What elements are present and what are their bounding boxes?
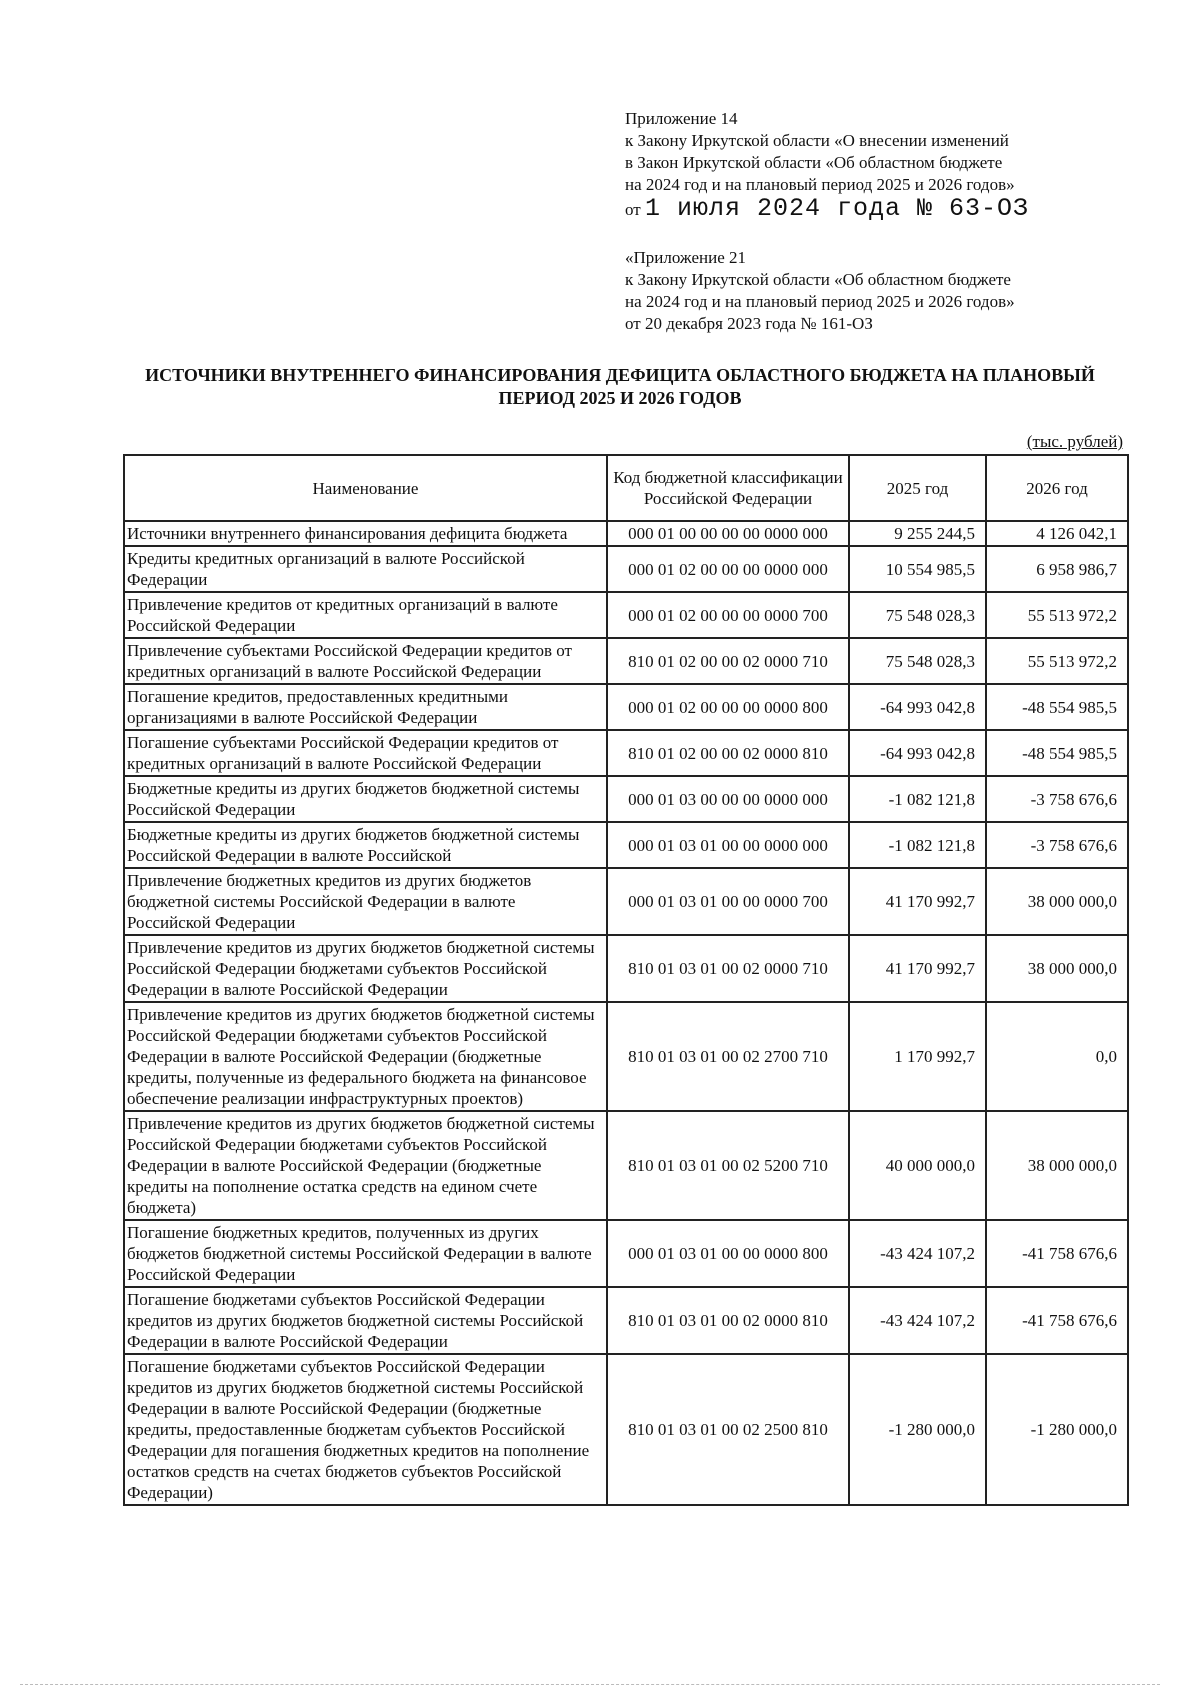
row-value-2025: -1 082 121,8 [849, 822, 986, 868]
row-value-2025: -1 280 000,0 [849, 1354, 986, 1505]
row-name: Привлечение субъектами Российской Федерации кредитов от кредитных организаций в валюте Российской Федерации [124, 638, 607, 684]
header-name: Наименование [124, 455, 607, 521]
row-name: Кредиты кредитных организаций в валюте Российской Федерации [124, 546, 607, 592]
row-code: 810 01 03 01 00 02 2500 810 [607, 1354, 849, 1505]
header-code: Код бюджетной классификации Российской Федерации [607, 455, 849, 521]
previous-appendix-header [625, 247, 1185, 335]
row-value-2026: -41 758 676,6 [986, 1220, 1128, 1287]
table-row [124, 592, 1128, 638]
prev-appendix-line: к Закону Иркутской области «Об областном бюджете [625, 270, 1011, 289]
row-value-2026: 38 000 000,0 [986, 935, 1128, 1002]
row-value-2026: -41 758 676,6 [986, 1287, 1128, 1354]
row-value-2026: 38 000 000,0 [986, 868, 1128, 935]
table-row [124, 684, 1128, 730]
row-value-2026: -48 554 985,5 [986, 730, 1128, 776]
header-2025: 2025 год [849, 455, 986, 521]
row-code: 000 01 03 01 00 00 0000 800 [607, 1220, 849, 1287]
table-row [124, 776, 1128, 822]
row-code: 810 01 03 01 00 02 0000 710 [607, 935, 849, 1002]
table-row [124, 1287, 1128, 1354]
appendix-line: к Закону Иркутской области «О внесении изменений [625, 131, 1009, 150]
financing-sources-table [123, 454, 1129, 1506]
row-code: 000 01 02 00 00 00 0000 700 [607, 592, 849, 638]
row-name: Бюджетные кредиты из других бюджетов бюджетной системы Российской Федерации [124, 776, 607, 822]
row-name: Привлечение кредитов из других бюджетов бюджетной системы Российской Федерации бюджетами субъектов Российской Федерации в валюте Российской Федерации [124, 935, 607, 1002]
table-header-row [124, 455, 1128, 521]
row-value-2026: 55 513 972,2 [986, 638, 1128, 684]
row-value-2026: -3 758 676,6 [986, 776, 1128, 822]
table-row [124, 546, 1128, 592]
table-row [124, 868, 1128, 935]
table-row [124, 730, 1128, 776]
row-code: 000 01 03 00 00 00 0000 000 [607, 776, 849, 822]
table-row [124, 935, 1128, 1002]
row-code: 810 01 03 01 00 02 0000 810 [607, 1287, 849, 1354]
date-prefix: от [625, 200, 641, 219]
row-value-2025: -64 993 042,8 [849, 684, 986, 730]
row-value-2026: -3 758 676,6 [986, 822, 1128, 868]
row-name: Погашение бюджетами субъектов Российской Федерации кредитов из других бюджетов бюджетной системы Российской Федерации в валюте Российской Федерации (бюджетные кредиты, предоставленные бюджетам субъектов Российской Федерации для погашения бюджетных кредитов на пополнение остатков средств на счетах бюджетов субъектов Российской Федерации) [124, 1354, 607, 1505]
row-value-2025: 1 170 992,7 [849, 1002, 986, 1111]
row-value-2026: 0,0 [986, 1002, 1128, 1111]
units-label: (тыс. рублей) [1026, 432, 1123, 451]
prev-appendix-line: «Приложение 21 [625, 248, 746, 267]
row-value-2025: 41 170 992,7 [849, 868, 986, 935]
row-value-2025: -43 424 107,2 [849, 1220, 986, 1287]
appendix-line: на 2024 год и на плановый период 2025 и 2026 годов» [625, 175, 1015, 194]
document-title [120, 364, 1120, 410]
table-body [124, 521, 1128, 1505]
title-line-2: ПЕРИОД 2025 И 2026 ГОДОВ [498, 388, 742, 408]
row-name: Источники внутреннего финансирования дефицита бюджета [124, 521, 607, 546]
row-value-2025: 9 255 244,5 [849, 521, 986, 546]
appendix-date [625, 194, 1185, 223]
table-row [124, 1111, 1128, 1220]
row-code: 000 01 02 00 00 00 0000 000 [607, 546, 849, 592]
row-value-2025: 10 554 985,5 [849, 546, 986, 592]
row-value-2026: 55 513 972,2 [986, 592, 1128, 638]
row-value-2025: 75 548 028,3 [849, 592, 986, 638]
row-name: Погашение кредитов, предоставленных кредитными организациями в валюте Российской Федерации [124, 684, 607, 730]
row-code: 000 01 00 00 00 00 0000 000 [607, 521, 849, 546]
row-value-2026: 4 126 042,1 [986, 521, 1128, 546]
row-value-2025: 75 548 028,3 [849, 638, 986, 684]
row-value-2026: -1 280 000,0 [986, 1354, 1128, 1505]
row-code: 810 01 03 01 00 02 5200 710 [607, 1111, 849, 1220]
row-value-2025: 40 000 000,0 [849, 1111, 986, 1220]
appendix-header [625, 108, 1185, 221]
prev-appendix-line: на 2024 год и на плановый период 2025 и 2026 годов» [625, 292, 1015, 311]
row-code: 000 01 02 00 00 00 0000 800 [607, 684, 849, 730]
row-name: Погашение бюджетами субъектов Российской Федерации кредитов из других бюджетов бюджетной системы Российской Федерации в валюте Российской Федерации [124, 1287, 607, 1354]
row-value-2026: 6 958 986,7 [986, 546, 1128, 592]
row-code: 810 01 02 00 00 02 0000 810 [607, 730, 849, 776]
row-value-2026: 38 000 000,0 [986, 1111, 1128, 1220]
row-code: 810 01 03 01 00 02 2700 710 [607, 1002, 849, 1111]
row-value-2025: 41 170 992,7 [849, 935, 986, 1002]
row-value-2025: -1 082 121,8 [849, 776, 986, 822]
row-name: Погашение бюджетных кредитов, полученных из других бюджетов бюджетной системы Российской Федерации в валюте Российской Федерации [124, 1220, 607, 1287]
row-code: 000 01 03 01 00 00 0000 000 [607, 822, 849, 868]
header-2026: 2026 год [986, 455, 1128, 521]
row-name: Бюджетные кредиты из других бюджетов бюджетной системы Российской Федерации в валюте Российской [124, 822, 607, 868]
table-row [124, 1354, 1128, 1505]
row-code: 000 01 03 01 00 00 0000 700 [607, 868, 849, 935]
table-row [124, 1220, 1128, 1287]
row-name: Привлечение бюджетных кредитов из других бюджетов бюджетной системы Российской Федерации в валюте Российской Федерации [124, 868, 607, 935]
row-value-2026: -48 554 985,5 [986, 684, 1128, 730]
prev-appendix-line: от 20 декабря 2023 года № 161-ОЗ [625, 314, 873, 333]
row-value-2025: -64 993 042,8 [849, 730, 986, 776]
table-row [124, 822, 1128, 868]
page-bottom-divider [20, 1684, 1160, 1685]
appendix-line: Приложение 14 [625, 109, 738, 128]
table-row [124, 1002, 1128, 1111]
row-name: Привлечение кредитов из других бюджетов бюджетной системы Российской Федерации бюджетами субъектов Российской Федерации в валюте Российской Федерации (бюджетные кредиты, полученные из федерального бюджета на финансовое обеспечение реализации инфраструктурных проектов) [124, 1002, 607, 1111]
row-name: Привлечение кредитов из других бюджетов бюджетной системы Российской Федерации бюджетами субъектов Российской Федерации в валюте Российской Федерации (бюджетные кредиты на пополнение остатка средств на едином счете бюджета) [124, 1111, 607, 1220]
table-row [124, 638, 1128, 684]
row-code: 810 01 02 00 00 02 0000 710 [607, 638, 849, 684]
date-stamp: 1 июля 2024 года № 63-ОЗ [644, 194, 1030, 223]
appendix-line: в Закон Иркутской области «Об областном бюджете [625, 153, 1003, 172]
row-name: Погашение субъектами Российской Федерации кредитов от кредитных организаций в валюте Российской Федерации [124, 730, 607, 776]
title-line-1: ИСТОЧНИКИ ВНУТРЕННЕГО ФИНАНСИРОВАНИЯ ДЕФИЦИТА ОБЛАСТНОГО БЮДЖЕТА НА ПЛАНОВЫЙ [145, 365, 1095, 385]
table-row [124, 521, 1128, 546]
row-name: Привлечение кредитов от кредитных организаций в валюте Российской Федерации [124, 592, 607, 638]
row-value-2025: -43 424 107,2 [849, 1287, 986, 1354]
